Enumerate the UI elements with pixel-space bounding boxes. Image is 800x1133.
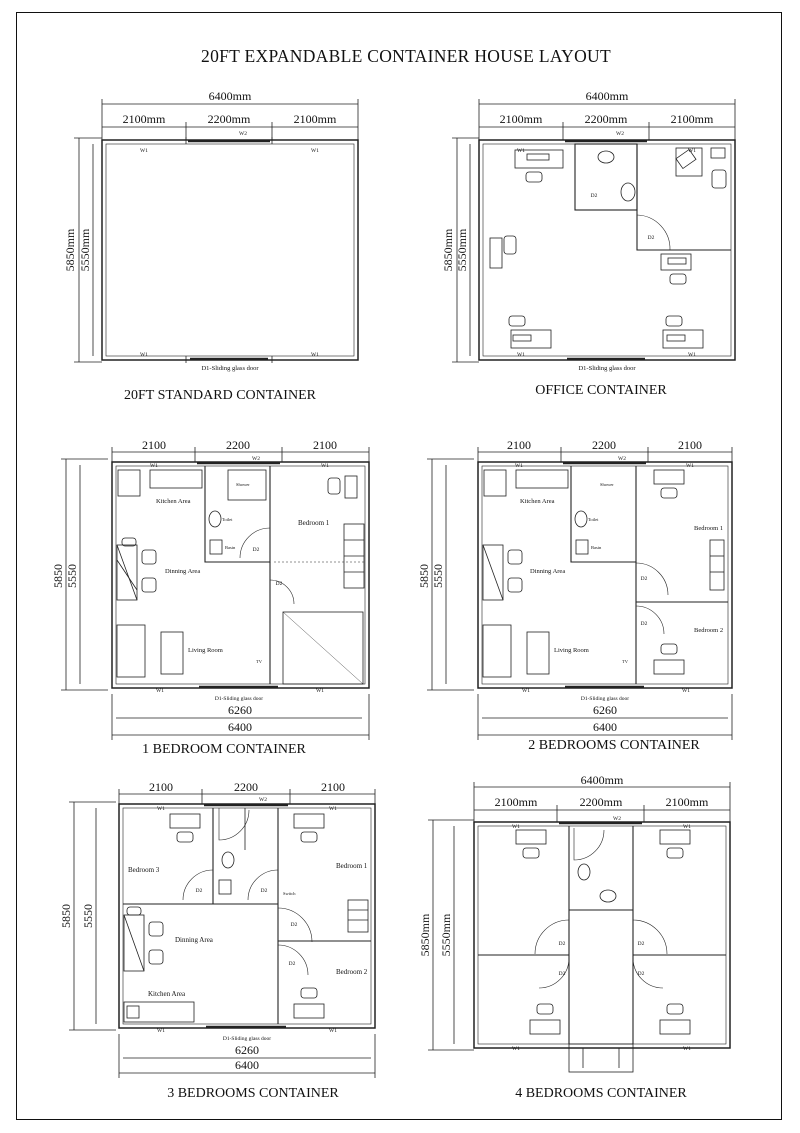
- chair-icon: [509, 316, 525, 326]
- kitchen-counter: [516, 470, 568, 488]
- door-label: D2: [590, 193, 598, 199]
- outer-depth-label: 5850mm: [418, 913, 432, 957]
- basin-icon: [219, 880, 231, 894]
- total-width-label: 6400mm: [580, 773, 624, 787]
- sink-icon: [127, 1006, 139, 1018]
- room-label-bedroom-2: Bedroom 2: [336, 968, 368, 976]
- top-door-label: W2: [259, 797, 267, 803]
- coffee-table: [527, 632, 549, 674]
- window-label: W1: [683, 824, 691, 830]
- room-label-toilet: Toilet: [588, 517, 599, 522]
- segment-width-label: 2200mm: [579, 795, 623, 809]
- sofa: [483, 625, 511, 677]
- door-label: D2: [275, 581, 283, 587]
- top-door-label: W2: [252, 456, 260, 462]
- fridge: [484, 470, 506, 496]
- inner-width-label: 6260: [235, 1043, 259, 1057]
- shower-corner: [219, 808, 249, 840]
- door-label: D2: [288, 961, 296, 967]
- segment-width-label: 2100: [313, 438, 337, 452]
- chair-icon: [301, 832, 317, 842]
- window-label: W1: [321, 463, 329, 469]
- chair-icon: [127, 907, 141, 915]
- basin-icon: [210, 540, 222, 554]
- sliding-door-label: D1-Sliding glass door: [222, 1036, 272, 1042]
- outer-depth-label: 5850mm: [441, 228, 455, 272]
- chair-icon: [670, 274, 686, 284]
- segment-width-label: 2200: [226, 438, 250, 452]
- plan-caption: OFFICE CONTAINER: [535, 383, 667, 398]
- window-label: W1: [311, 148, 319, 154]
- room-label-basin: Basin: [591, 545, 602, 550]
- inner-width-label: 6260: [228, 703, 252, 717]
- shower-corner: [574, 828, 604, 860]
- segment-width-label: 2100mm: [670, 112, 714, 126]
- chair-icon: [508, 550, 522, 564]
- window-label: W1: [311, 352, 319, 358]
- top-door-label: W2: [618, 456, 626, 462]
- inner-depth-label: 5550: [81, 904, 95, 928]
- window-label: W1: [157, 1028, 165, 1034]
- kitchen-counter: [150, 470, 202, 488]
- total-width-label: 6400: [593, 720, 617, 734]
- chair-icon: [523, 848, 539, 858]
- segment-width-label: 2100: [321, 780, 345, 794]
- chair-icon: [149, 922, 163, 936]
- window-label: W1: [512, 824, 520, 830]
- segment-width-label: 2200mm: [584, 112, 628, 126]
- window-label: W1: [688, 148, 696, 154]
- plan-caption: 1 BEDROOM CONTAINER: [142, 742, 306, 757]
- window-label: W1: [686, 463, 694, 469]
- sofa: [117, 625, 145, 677]
- toilet-icon: [621, 183, 635, 201]
- desk: [654, 470, 684, 484]
- sliding-door-label: D1-Sliding glass door: [214, 696, 264, 702]
- door-label: D2: [252, 547, 260, 553]
- room-label-kitchen: Kitchen Area: [148, 990, 186, 998]
- door-label: D2: [640, 576, 648, 582]
- room-label-bedroom-1: Bedroom 1: [694, 525, 724, 532]
- sliding-door-label: D1-Sliding glass door: [578, 365, 636, 372]
- door-label: D2: [290, 922, 298, 928]
- room-label-dining: Dinning Area: [165, 568, 201, 575]
- desk: [661, 254, 691, 270]
- chair-icon: [667, 1004, 683, 1014]
- window-label: W1: [512, 1046, 520, 1052]
- desk: [660, 1020, 690, 1034]
- page-title: 20FT EXPANDABLE CONTAINER HOUSE LAYOUT: [201, 46, 611, 66]
- window-label: W1: [522, 688, 530, 694]
- chair-icon: [666, 316, 682, 326]
- segment-width-label: 2100mm: [293, 112, 337, 126]
- segment-width-label: 2200mm: [207, 112, 251, 126]
- door-label: D2: [195, 888, 203, 894]
- chair-icon: [667, 848, 683, 858]
- chair-icon: [712, 170, 726, 188]
- segment-width-label: 2100mm: [665, 795, 709, 809]
- segment-width-label: 2100: [149, 780, 173, 794]
- fridge: [118, 470, 140, 496]
- chair-icon: [504, 236, 516, 254]
- chair-icon: [661, 644, 677, 654]
- room-label-living: Living Room: [188, 647, 223, 654]
- room-label-living: Living Room: [554, 647, 589, 654]
- segment-width-label: 2200: [234, 780, 258, 794]
- inner-width-label: 6260: [593, 703, 617, 717]
- room-label-shower: Shower: [600, 482, 614, 487]
- toilet-icon: [209, 511, 221, 527]
- desk: [490, 238, 502, 268]
- segment-width-label: 2100mm: [494, 795, 538, 809]
- chair-icon: [661, 488, 677, 498]
- top-door-label: W2: [613, 816, 621, 822]
- room-label-toilet: Toilet: [222, 517, 233, 522]
- kitchen-counter: [124, 1002, 194, 1022]
- door-label: D2: [260, 888, 268, 894]
- inner-depth-label: 5550mm: [455, 228, 469, 272]
- window-label: W1: [150, 463, 158, 469]
- coffee-table: [161, 632, 183, 674]
- top-door-label: W2: [239, 131, 247, 137]
- bathroom-walls: [575, 144, 637, 210]
- window-label: W1: [157, 806, 165, 812]
- toilet-icon: [222, 852, 234, 868]
- window-label: W1: [683, 1046, 691, 1052]
- segment-width-label: 2100mm: [499, 112, 543, 126]
- plan-caption: 20FT STANDARD CONTAINER: [124, 388, 316, 403]
- chair-icon: [149, 950, 163, 964]
- total-width-label: 6400mm: [585, 89, 629, 103]
- container-outline: [102, 140, 358, 360]
- door-label: D2: [558, 971, 566, 977]
- room-label-kitchen: Kitchen Area: [156, 498, 191, 505]
- outer-depth-label: 5850: [51, 564, 65, 588]
- window-label: W1: [515, 463, 523, 469]
- segment-width-label: 2100: [142, 438, 166, 452]
- plan-office-container: [452, 99, 735, 362]
- plan-standard-container: [74, 99, 358, 363]
- total-width-label: 6400mm: [208, 89, 252, 103]
- window-label: W1: [316, 688, 324, 694]
- basin-icon: [576, 540, 588, 554]
- plan-caption: 4 BEDROOMS CONTAINER: [515, 1086, 687, 1101]
- window-label: W1: [329, 806, 337, 812]
- door-label: D2: [558, 941, 566, 947]
- chair-icon: [526, 172, 542, 182]
- room-label-kitchen: Kitchen Area: [520, 498, 555, 505]
- desk: [516, 830, 546, 844]
- wardrobe: [710, 540, 724, 590]
- door-label: D2: [647, 235, 655, 241]
- room-label-bedroom-1: Bedroom 1: [336, 862, 368, 870]
- segment-width-label: 2100: [678, 438, 702, 452]
- window-label: W1: [688, 352, 696, 358]
- sliding-door-label: D1-Sliding glass door: [201, 365, 259, 372]
- window-label: W1: [140, 148, 148, 154]
- plan-caption: 2 BEDROOMS CONTAINER: [528, 738, 700, 753]
- top-door-label: W2: [616, 131, 624, 137]
- plan-3-bedrooms-container: [69, 789, 375, 1078]
- chair-icon: [328, 478, 340, 494]
- chair-icon: [301, 988, 317, 998]
- desk: [345, 476, 357, 498]
- room-label-shower: Shower: [236, 482, 250, 487]
- door-label: D2: [637, 941, 645, 947]
- room-label-bedroom-3: Bedroom 3: [128, 866, 160, 874]
- desk: [660, 830, 690, 844]
- inner-depth-label: 5550: [65, 564, 79, 588]
- total-width-label: 6400: [235, 1058, 259, 1072]
- window-label: W1: [329, 1028, 337, 1034]
- desk: [294, 814, 324, 828]
- chair-icon: [142, 550, 156, 564]
- inner-depth-label: 5550mm: [78, 228, 92, 272]
- chair-icon: [142, 578, 156, 592]
- room-label-basin: Basin: [225, 545, 236, 550]
- toilet-icon: [575, 511, 587, 527]
- basin-icon: [600, 890, 616, 902]
- tv-label: TV: [256, 659, 262, 664]
- window-label: W1: [517, 148, 525, 154]
- window-label: W1: [156, 688, 164, 694]
- room-label-dining: Dinning Area: [175, 936, 213, 944]
- total-width-label: 6400: [228, 720, 252, 734]
- inner-depth-label: 5550mm: [439, 913, 453, 957]
- outer-depth-label: 5850mm: [63, 228, 77, 272]
- basin-icon: [598, 151, 614, 163]
- chair-icon: [508, 578, 522, 592]
- plan-2-bedrooms-container: [427, 447, 732, 740]
- segment-width-label: 2100: [507, 438, 531, 452]
- segment-width-label: 2100mm: [122, 112, 166, 126]
- desk: [294, 1004, 324, 1018]
- tv-label: TV: [622, 659, 628, 664]
- room-label-bedroom-2: Bedroom 2: [694, 627, 724, 634]
- switch-label: Switch: [283, 891, 296, 896]
- inner-depth-label: 5550: [431, 564, 445, 588]
- door-label: D2: [640, 621, 648, 627]
- outer-depth-label: 5850: [417, 564, 431, 588]
- room-label-bedroom-1: Bedroom 1: [298, 519, 330, 527]
- door-label: D2: [637, 971, 645, 977]
- toilet-icon: [578, 864, 590, 880]
- segment-width-label: 2200: [592, 438, 616, 452]
- window-label: W1: [140, 352, 148, 358]
- outer-depth-label: 5850: [59, 904, 73, 928]
- window-label: W1: [517, 352, 525, 358]
- wardrobe: [348, 900, 368, 932]
- sliding-door-label: D1-Sliding glass door: [580, 696, 630, 702]
- chair-icon: [177, 832, 193, 842]
- desk: [663, 330, 703, 348]
- window-label: W1: [682, 688, 690, 694]
- room-label-dining: Dinning Area: [530, 568, 566, 575]
- plan-caption: 3 BEDROOMS CONTAINER: [167, 1086, 339, 1101]
- desk: [530, 1020, 560, 1034]
- chair-icon: [537, 1004, 553, 1014]
- desk: [654, 660, 684, 674]
- desk: [170, 814, 200, 828]
